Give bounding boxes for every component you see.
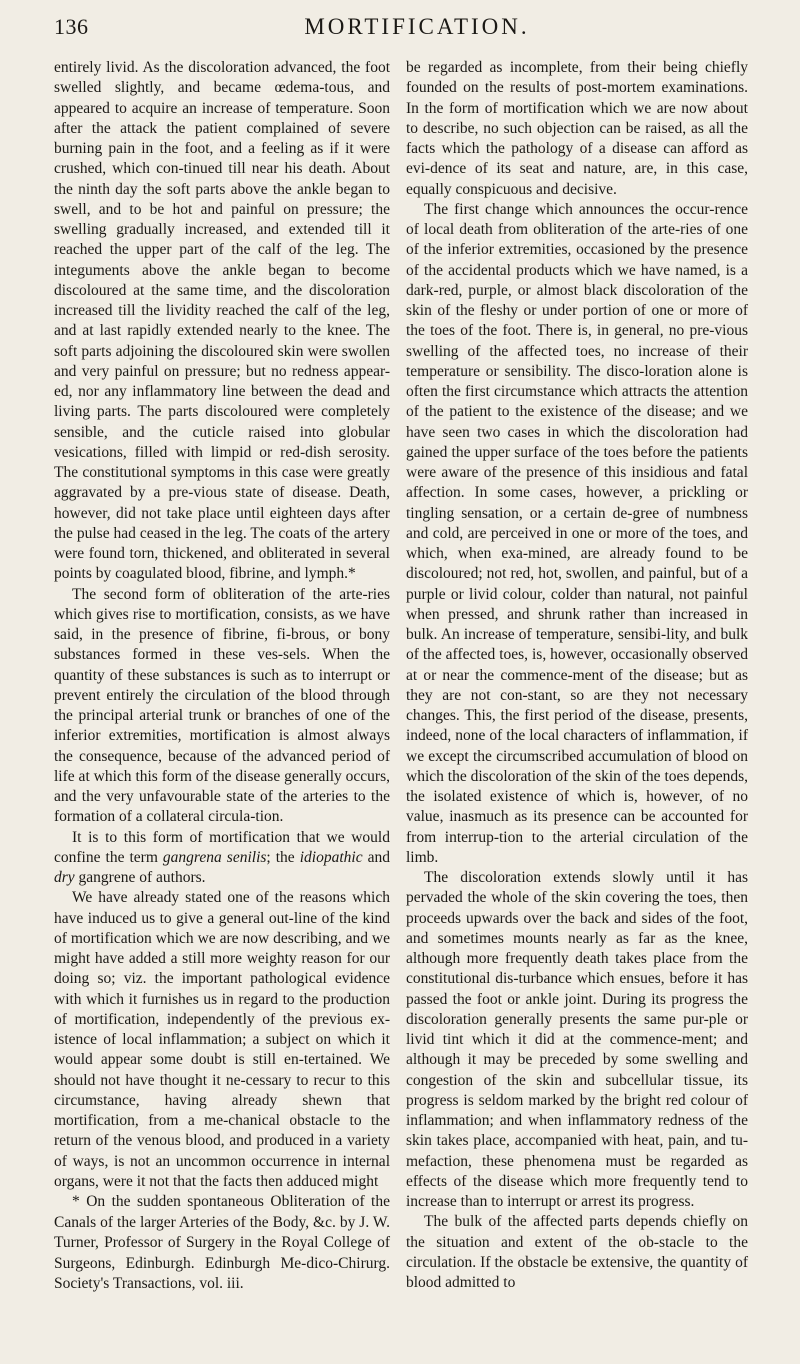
paragraph: The bulk of the affected parts depends chiefly on the situation and extent of the ob-stacle to the circulation. If the obstacle be extensive, the quantity of blood admitted to [406,1213,748,1291]
paragraph [54,828,390,889]
paragraph: entirely livid. As the discoloration advanced, the foot swelled slightly, and became œdema-tous, and appeared to acquire an increase of temperature. Soon after the attack the patient complained of severe burning pain in the foot, and a feeling as if it were crushed, which con-tinued till near his death. About the ninth day the soft parts above the ankle began to swell, and to be hot and painful on pressure; the swelling gradually increased, and extended till it reached the upper part of the calf of the leg. The integuments above the ankle began to become discoloured at the same time, and the discoloration increased till the lividity reached the calf of the leg, and at last rapidly extended nearly to the knee. The soft parts adjoining the discoloured skin were swollen and very painful on pressure; but no redness appear-ed, nor any inflammatory line between the dead and living parts. The parts discoloured were completely sensible, and the cuticle raised into globular vesications, filled with limpid or red-dish serosity. The constitutional symptoms in this case were greatly aggravated by a pre-vious state of disease. Death, however, did not take place until eighteen days after the pulse had ceased in the leg. The coats of the artery were found torn, thickened, and obliterated in several points by coagulated blood, fibrine, and lymph.* [54,59,390,583]
text-run: and [362,848,390,866]
right-column [406,58,748,1293]
left-column [54,58,390,1295]
text-run: gangrene of authors. [74,869,206,886]
paragraph: The first change which announces the occur-rence of local death from obliteration of the arte-ries of one of the inferior extremities, occasioned by the presence of the accidental products which we have named, is a dark-red, purple, or almost black discoloration of the skin of the fleshy or under portion of one or more of the toes of the foot. There is, in general, no pre-vious swelling of the affected toes, no increase of their temperature or sensibility. The disco-loration alone is often the first circumstance which attracts the attention of the patient to the existence of the disease; and we have seen two cases in which the discoloration had gained the upper surface of the toes before the patients were aware of the presence of this insidious and fatal affection. In some cases, however, a prickling or tingling sensation, or a certain de-gree of numbness and cold, are perceived in one or more of the toes, and which, when exa-mined, are already found to be discoloured; not red, hot, swollen, and painful, but of a purple or livid colour, colder than natural, not painful when pressed, and shrunk rather than increased in bulk. An increase of temperature, sensibi-lity, and bulk of the affected toes, is, however, occasionally observed at or near the commence-ment of the disease; but as they are not con-stant, so are they not necessary changes. This, the first period of the disease, presents, indeed, none of the local characters of inflammation, if we except the circumscribed accumulation of blood on which the discoloration of the skin of the toes depends, the isolated existence of which is, however, of no value, inasmuch as its presence can be accounted for from interrup-tion to the arterial circulation of the limb. [406,200,748,866]
footnote: * On the sudden spontaneous Obliteration of the Canals of the larger Arteries of the Body, &c. by J. W. Turner, Professor of Surgery in the Royal College of Surgeons, Edinburgh. Edinburgh Me-dico-Chirurg. Society's Transactions, vol. iii. [54,1193,390,1292]
page-number: 136 [54,14,89,39]
italic-term: idiopathic [299,848,363,866]
italic-term: dry [54,869,75,886]
paragraph: We have already stated one of the reasons which have induced us to give a general out-line of the kind of mortification which we are now describing, and we might have added a still more weighty reason for our doing so; viz. the important pathological evidence with which it furnishes us in regard to the production of mortification, independently of the previous ex-istence of local inflammation; a subject on which it would appear some doubt is still en-tertained. We should not have thought it ne-cessary to recur to this circumstance, having already shewn that mortification, from a me-chanical obstacle to the return of the venous blood, and produced in a variety of ways, is not an uncommon occurrence in internal organs, were it not that the facts then adduced might [54,889,390,1190]
paragraph: The second form of obliteration of the arte-ries which gives rise to mortification, consists, as we have said, in the presence of fibrine, fi-brous, or bony substances formed in these ves-sels. When the quantity of these substances is such as to interrupt or prevent entirely the circulation of the blood through the principal arterial trunk or branches of one of the inferior extremities, mortification is almost always the consequence, because of the advanced period of life at which this form of the disease generally occurs, and the very unfavourable state of the arteries to the formation of a collateral circula-tion. [54,585,390,826]
paragraph: The discoloration extends slowly until it has pervaded the whole of the skin covering the toes, then proceeds upwards over the back and sides of the foot, and sometimes mounts nearly as far as the knee, although more frequently death takes place from the constitutional dis-turbance which ensues, before it has passed the foot or ankle joint. During its progress the discoloration generally presents the same pur-ple or livid tint which it did at the commence-ment; and although it may be preceded by some swelling and congestion of the skin and subcellular tissue, its progress is seldom marked by the bright red colour of inflammation; and when inflammatory redness of the skin takes place, accompanied with heat, pain, and tu-mefaction, these phenomena must be regarded as effects of the disease which more frequently tend to increase than to interrupt or arrest its progress. [406,869,748,1210]
page-header [54,14,780,50]
running-title: MORTIFICATION. [304,14,530,39]
paragraph: be regarded as incomplete, from their being chiefly founded on the results of post-mortem examinations. In the form of mortification which we are now about to describe, no such objection can be raised, as all the facts which the pathology of a disease can afford as evi-dence of its seat and nature, are, in this case, equally conspicuous and decisive. [406,59,748,198]
text-run: ; the [266,848,300,866]
italic-term: gangrena senilis [162,848,267,866]
text-run: It is to this form of mortification that we would confine the term [54,828,390,866]
